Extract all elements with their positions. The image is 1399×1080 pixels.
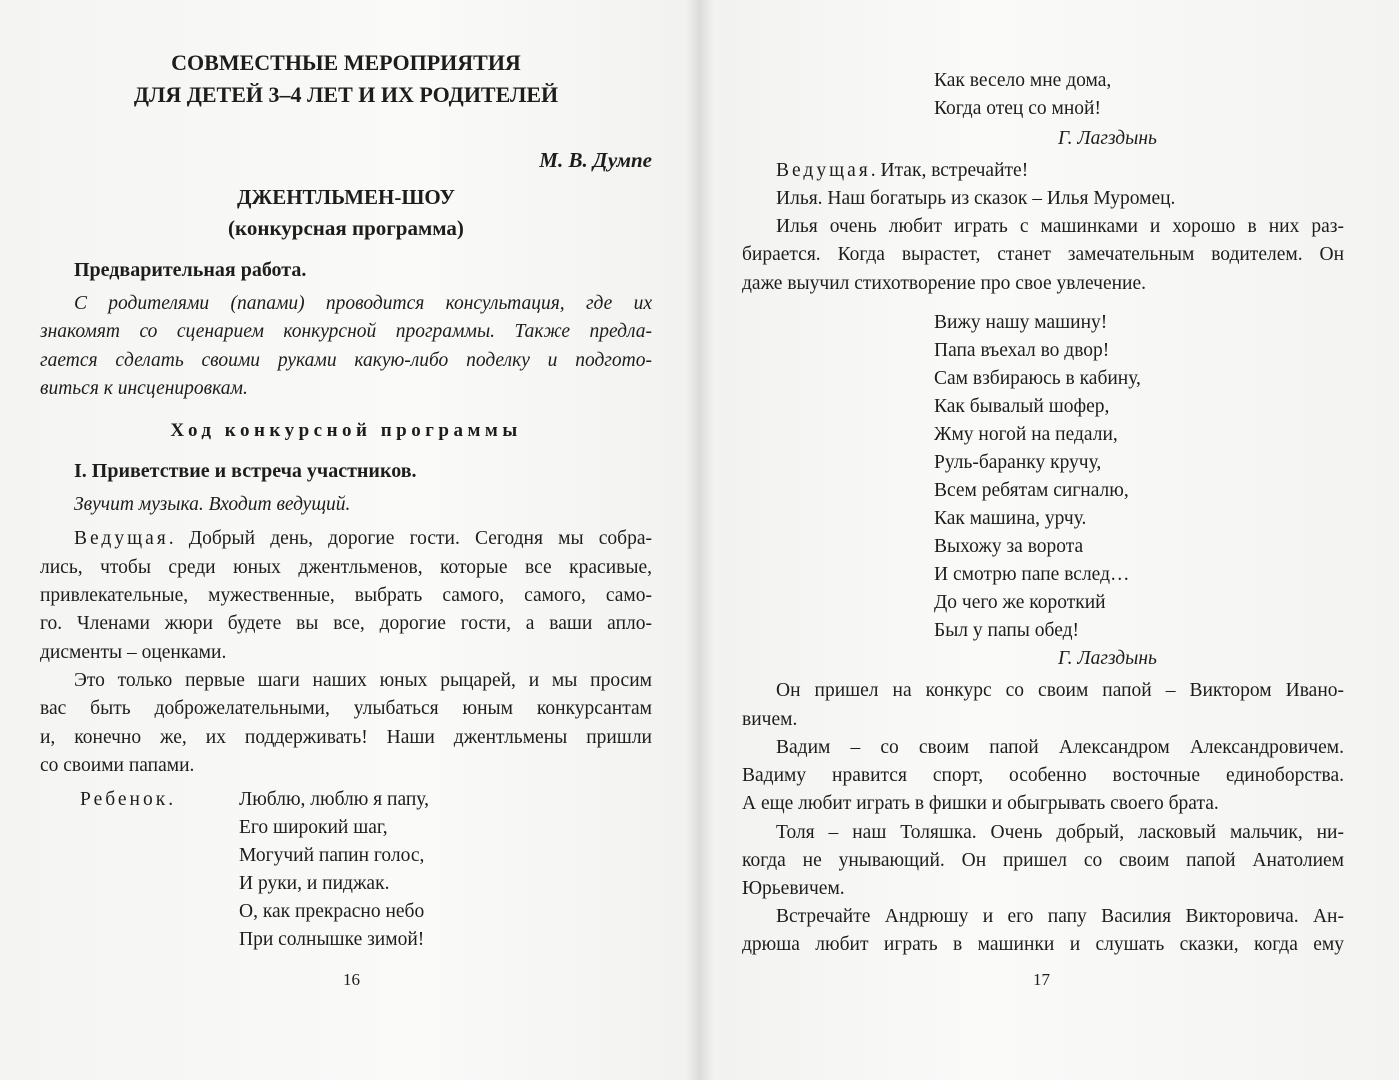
host-line-text: . Добрый день, дорогие гости. Сегодня мы собра- bbox=[168, 528, 652, 549]
greeting-heading: I. Приветствие и встреча участников. bbox=[74, 460, 417, 482]
host-line: привлекательные, мужественные, выбрать самого, самого, само- bbox=[40, 585, 652, 606]
paragraph-line: Толя – наш Толяшка. Очень добрый, ласковый мальчик, ни- bbox=[776, 822, 1344, 843]
poem-line: Вижу нашу машину! bbox=[934, 312, 1108, 333]
poem-line: Был у папы обед! bbox=[934, 620, 1080, 641]
poem-line: И смотрю папе вслед… bbox=[934, 564, 1130, 585]
speaker-name: Ведущая bbox=[74, 528, 169, 549]
show-title: ДЖЕНТЛЬМЕН-ШОУ bbox=[237, 185, 455, 209]
poem-line: Как машина, урчу. bbox=[934, 508, 1087, 529]
host-line: го. Членами жюри будете вы все, дорогие гости, а ваши апло- bbox=[40, 613, 652, 634]
paragraph-line: вичем. bbox=[742, 709, 798, 730]
paragraph-line: Юрьевичем. bbox=[742, 878, 845, 899]
poem-line: Жму ногой на педали, bbox=[934, 424, 1118, 445]
poem-line: Люблю, люблю я папу, bbox=[239, 789, 429, 810]
poem-line: Выхожу за ворота bbox=[934, 536, 1084, 557]
paragraph-line: дрюша любит играть в машинки и слушать сказки, когда ему bbox=[742, 934, 1344, 955]
poem-line: Как бывалый шофер, bbox=[934, 396, 1110, 417]
prep-line: знакомят со сценарием конкурсной программы. Также предла- bbox=[40, 321, 652, 342]
prep-line: виться к инсценировкам. bbox=[40, 378, 248, 399]
paragraph-line: бирается. Когда вырастет, станет замечательным водителем. Он bbox=[742, 244, 1344, 265]
poem-line: И руки, и пиджак. bbox=[239, 873, 390, 894]
paragraph-line: Встречайте Андрюшу и его папу Василия Викторовича. Ан- bbox=[776, 906, 1344, 927]
host-line: лись, чтобы среди юных джентльменов, которые все красивые, bbox=[40, 557, 652, 578]
left-page bbox=[40, 0, 652, 1080]
paragraph-line: со своими папами. bbox=[40, 755, 195, 776]
poem-line: Могучий папин голос, bbox=[239, 845, 425, 866]
section-title-line-1: СОВМЕСТНЫЕ МЕРОПРИЯТИЯ bbox=[171, 50, 521, 75]
poem-line: При солнышке зимой! bbox=[239, 929, 425, 950]
poem-attribution: Г. Лагздынь bbox=[1058, 648, 1157, 669]
host-line: дисменты – оценками. bbox=[40, 642, 227, 663]
section-title-line-2: ДЛЯ ДЕТЕЙ 3–4 ЛЕТ И ИХ РОДИТЕЛЕЙ bbox=[133, 82, 559, 107]
paragraph-line: и, конечно же, их поддерживать! Наши джентльмены пришли bbox=[40, 727, 652, 748]
right-page bbox=[742, 0, 1344, 1080]
prep-heading: Предварительная работа. bbox=[74, 259, 307, 281]
author: М. В. Думпе bbox=[539, 148, 652, 172]
host-line bbox=[74, 528, 652, 550]
program-heading: Ход конкурсной программы bbox=[170, 420, 522, 441]
poem-line: Как весело мне дома, bbox=[934, 70, 1112, 91]
poem-line: Его широкий шаг, bbox=[239, 817, 388, 838]
poem-line: Папа въехал во двор! bbox=[934, 340, 1110, 361]
speaker-child: Ребенок. bbox=[80, 789, 177, 810]
poem-line: Руль-баранку кручу, bbox=[934, 452, 1102, 473]
host-line bbox=[776, 160, 1344, 182]
paragraph-line: даже выучил стихотворение про свое увлечение. bbox=[742, 273, 1147, 294]
paragraph-line: А еще любит играть в фишки и обыгрывать своего брата. bbox=[742, 793, 1219, 814]
poem-attribution: Г. Лагздынь bbox=[1058, 128, 1157, 149]
paragraph-line: Вадим – со своим папой Александром Александровичем. bbox=[776, 737, 1344, 758]
paragraph-line: Илья. Наш богатырь из сказок – Илья Муромец. bbox=[776, 188, 1176, 209]
paragraph-line: вас быть доброжелательными, улыбаться юным конкурсантам bbox=[40, 698, 652, 719]
poem-line: Когда отец со мной! bbox=[934, 98, 1101, 119]
stage-direction: Звучит музыка. Входит ведущий. bbox=[74, 494, 351, 515]
poem-line: Сам взбираюсь в кабину, bbox=[934, 368, 1141, 389]
speaker-name: Ведущая bbox=[776, 160, 871, 181]
paragraph-line: Илья очень любит играть с машинками и хорошо в них раз- bbox=[776, 216, 1344, 237]
paragraph-line: Вадиму нравится спорт, особенно восточные единоборства. bbox=[742, 765, 1344, 786]
poem-line: До чего же короткий bbox=[934, 592, 1106, 613]
poem-line: О, как прекрасно небо bbox=[239, 901, 425, 922]
poem-line: Всем ребятам сигналю, bbox=[934, 480, 1129, 501]
paragraph-line: Это только первые шаги наших юных рыцарей, и мы просим bbox=[74, 670, 652, 691]
paragraph-line: Он пришел на конкурс со своим папой – Виктором Ивано- bbox=[776, 680, 1344, 701]
page-number: 16 bbox=[343, 970, 360, 989]
host-line-text: . Итак, встречайте! bbox=[870, 160, 1029, 181]
prep-line: гается сделать своими руками какую-либо поделку и подгото- bbox=[40, 350, 652, 371]
paragraph-line: когда не унывающий. Он пришел со своим папой Анатолием bbox=[742, 850, 1344, 871]
prep-line: С родителями (папами) проводится консультация, где их bbox=[74, 293, 652, 314]
show-subtitle: (конкурсная программа) bbox=[228, 216, 464, 240]
page-number: 17 bbox=[1033, 970, 1050, 989]
